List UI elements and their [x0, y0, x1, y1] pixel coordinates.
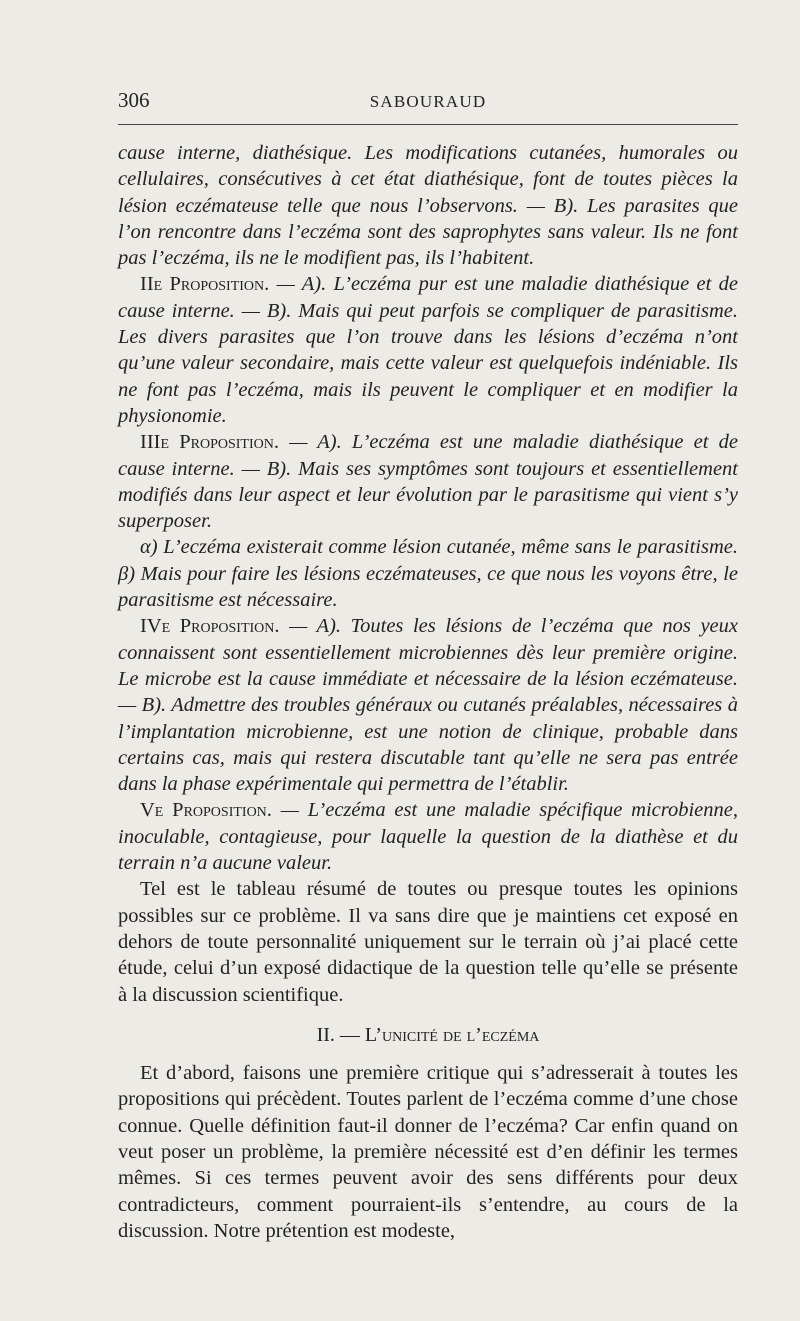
proposition-label: IVe Proposition. — [140, 615, 280, 638]
section-title: II. — L’unicité de l’eczéma — [316, 1023, 540, 1046]
paragraph: Tel est le tableau résumé de toutes ou presque toutes les opinions possibles sur ce problème. Il va sans dire que je maintiens cet exposé en dehors de toute personnalité uniquement sur le terrain où j’ai placé cette étude, celui d’un exposé didactique de la question telle qu’elle se présente à la discussion scientifique. — [118, 878, 738, 1006]
proposition-label: IIIe Proposition. — [140, 431, 279, 454]
proposition-4 — [118, 613, 738, 797]
page-number: 306 — [118, 88, 150, 112]
proposition-5 — [118, 797, 738, 876]
running-head: SABOURAUD — [369, 92, 487, 111]
proposition-2 — [118, 271, 738, 429]
paragraph: cause interne, diathésique. Les modifications cutanées, humorales ou cellulaires, consécutives à cet état diathésique, font de toutes pièces la lésion eczémateuse telle que nous l’observons. — B). Les parasites que l’on rencontre dans l’eczéma sont des saprophytes sans valeur. Ils ne font pas l’eczéma, ils ne le modifient pas, ils l’habitent. — [118, 142, 738, 270]
proposition-label: Ve Proposition. — [140, 799, 272, 822]
page-body — [118, 140, 738, 1244]
proposition-text: — L’eczéma est une maladie spécifique microbienne, inoculable, contagieuse, pour laquelle la question de la diathèse et du terrain n’a aucune valeur. — [118, 799, 738, 875]
proposition-3 — [118, 429, 738, 534]
proposition-text: — A). Toutes les lésions de l’eczéma que nos yeux connaissent sont essentiellement microbiennes dès leur première origine. Le microbe est la cause immédiate et nécessaire de la lésion eczémateuse. — B). Admettre des troubles généraux ou cutanés préalables, nécessaires à l’implantation microbienne, est une notion de clinique, probable dans certains cas, mais qui restera discutable tant qu’elle ne sera pas entrée dans la phase expérimentale qui permettra de l’établir. — [118, 615, 739, 796]
proposition-text: — A). L’eczéma est une maladie diathésique et de cause interne. — B). Mais ses symptômes sont toujours et essentiellement modifiés dans leur aspect et leur évolution par le parasitisme qui vient s’y superposer. — [118, 431, 738, 533]
header-rule — [118, 124, 738, 125]
proposition-text: — A). L’eczéma pur est une maladie diathésique et de cause interne. — B). Mais qui peut parfois se compliquer de parasitisme. Les divers parasites que l’on trouve dans les lésions d’eczéma n’ont qu’une valeur secondaire, mais cette valeur est quelquefois indéniable. Ils ne font pas l’eczéma, mais ils peuvent le compliquer et en modifier la physionomie. — [118, 273, 738, 427]
proposition-label: IIe Proposition. — [140, 273, 270, 296]
paragraph: α) L’eczéma existerait comme lésion cutanée, même sans le parasitisme. β) Mais pour faire les lésions eczémateuses, ce que nous les voyons être, le parasitisme est nécessaire. — [118, 536, 738, 612]
paragraph: Et d’abord, faisons une première critique qui s’adresserait à toutes les propositions qui précèdent. Toutes parlent de l’eczéma comme d’une chose connue. Quelle définition faut-il donner de l’eczéma? Car enfin quand on veut poser un problème, la première nécessité est d’en définir les termes mêmes. Si ces termes peuvent avoir des sens différents pour deux contradicteurs, comment pourraient-ils s’entendre, au cours de la discussion. Notre prétention est modeste, — [118, 1062, 738, 1242]
